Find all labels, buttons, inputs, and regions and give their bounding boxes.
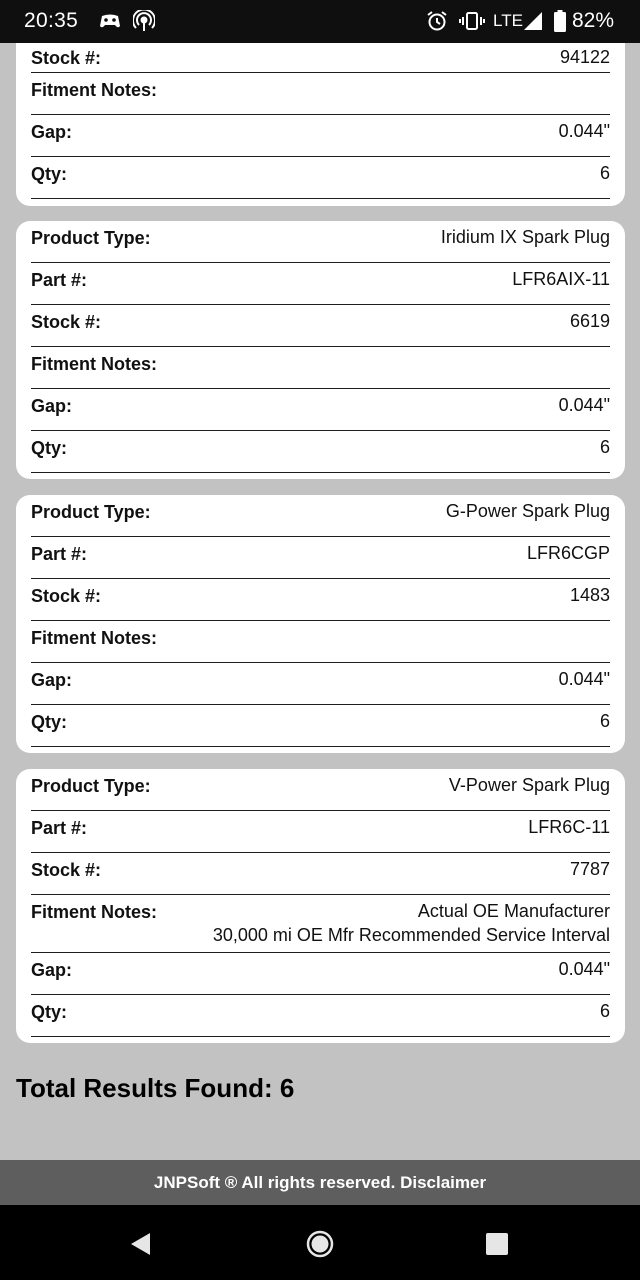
navigation-bar — [0, 1205, 640, 1280]
product-card — [16, 221, 625, 479]
row-label: Stock #: — [31, 48, 102, 68]
signal-icon — [522, 8, 544, 34]
battery-percentage: 82% — [572, 9, 615, 32]
row-label: Qty: — [31, 438, 67, 458]
row-value: LFR6AIX-11 — [512, 269, 610, 289]
row-value: LFR6CGP — [526, 543, 610, 563]
row-fitment-notes — [31, 621, 610, 663]
footer[interactable] — [0, 1160, 640, 1205]
row-label: Fitment Notes: — [31, 902, 157, 922]
home-icon[interactable] — [303, 1227, 337, 1261]
row-qty — [31, 431, 610, 473]
status-bar — [0, 0, 640, 43]
row-product-type — [31, 221, 610, 263]
row-value: G-Power Spark Plug — [445, 501, 610, 521]
row-value: 0.044" — [558, 959, 610, 979]
row-value-line-2: 30,000 mi OE Mfr Recommended Service Interval — [212, 925, 610, 945]
row-qty — [31, 995, 610, 1037]
row-value: 6 — [599, 163, 610, 183]
row-value: LFR6C-11 — [528, 817, 610, 837]
row-label: Qty: — [31, 1002, 67, 1022]
row-label: Product Type: — [31, 502, 151, 522]
row-stock — [31, 305, 610, 347]
row-label: Gap: — [31, 670, 73, 690]
row-label: Product Type: — [31, 776, 151, 796]
row-value: V-Power Spark Plug — [448, 775, 610, 795]
row-value: Iridium IX Spark Plug — [440, 227, 610, 247]
row-product-type — [31, 495, 610, 537]
network-type: LTE — [493, 11, 523, 30]
footer-text[interactable]: JNPSoft ® All rights reserved. Disclaimer — [153, 1172, 487, 1192]
row-part-number — [31, 537, 610, 579]
battery-icon — [552, 8, 568, 34]
vibrate-icon — [459, 8, 485, 34]
row-label: Gap: — [31, 396, 73, 416]
row-value: 0.044" — [558, 121, 610, 141]
row-label: Fitment Notes: — [31, 354, 157, 374]
row-label: Gap: — [31, 122, 73, 142]
row-gap — [31, 663, 610, 705]
podcast-icon — [132, 8, 156, 34]
row-label: Stock #: — [31, 586, 102, 606]
row-label: Part #: — [31, 818, 88, 838]
row-value: 7787 — [569, 859, 610, 879]
row-label: Qty: — [31, 164, 67, 184]
row-fitment-notes — [31, 347, 610, 389]
row-label: Stock #: — [31, 312, 102, 332]
total-results: Total Results Found: 6 — [16, 1073, 295, 1103]
row-label: Qty: — [31, 712, 67, 732]
row-value: 0.044" — [558, 395, 610, 415]
row-value: Actual OE Manufacturer — [417, 901, 610, 921]
alarm-icon — [425, 8, 449, 34]
row-product-type — [31, 769, 610, 811]
row-part-number — [31, 811, 610, 853]
row-value: 6619 — [569, 311, 610, 331]
row-stock — [31, 579, 610, 621]
row-gap — [31, 115, 610, 157]
row-label: Part #: — [31, 544, 88, 564]
product-card — [16, 769, 625, 1043]
row-stock — [31, 853, 610, 895]
status-time: 20:35 — [24, 9, 79, 32]
recents-icon[interactable] — [480, 1227, 514, 1261]
row-label: Gap: — [31, 960, 73, 980]
back-icon[interactable] — [124, 1227, 158, 1261]
row-value: 94122 — [559, 47, 610, 67]
row-label: Part #: — [31, 270, 88, 290]
row-label: Stock #: — [31, 860, 102, 880]
game-controller-icon — [98, 8, 122, 34]
row-gap — [31, 389, 610, 431]
product-card — [16, 495, 625, 753]
row-gap — [31, 953, 610, 995]
row-qty — [31, 705, 610, 747]
row-value: 6 — [599, 711, 610, 731]
row-part-number — [31, 263, 610, 305]
row-fitment-notes — [31, 895, 610, 953]
row-label: Product Type: — [31, 228, 151, 248]
row-fitment-notes — [31, 73, 610, 115]
row-label: Fitment Notes: — [31, 80, 157, 100]
row-value: 0.044" — [558, 669, 610, 689]
results-list[interactable] — [0, 43, 640, 1160]
row-value: 1483 — [569, 585, 610, 605]
row-value: 6 — [599, 437, 610, 457]
row-stock — [31, 43, 610, 73]
row-value: 6 — [599, 1001, 610, 1021]
product-card — [16, 43, 625, 206]
row-qty — [31, 157, 610, 199]
row-label: Fitment Notes: — [31, 628, 157, 648]
